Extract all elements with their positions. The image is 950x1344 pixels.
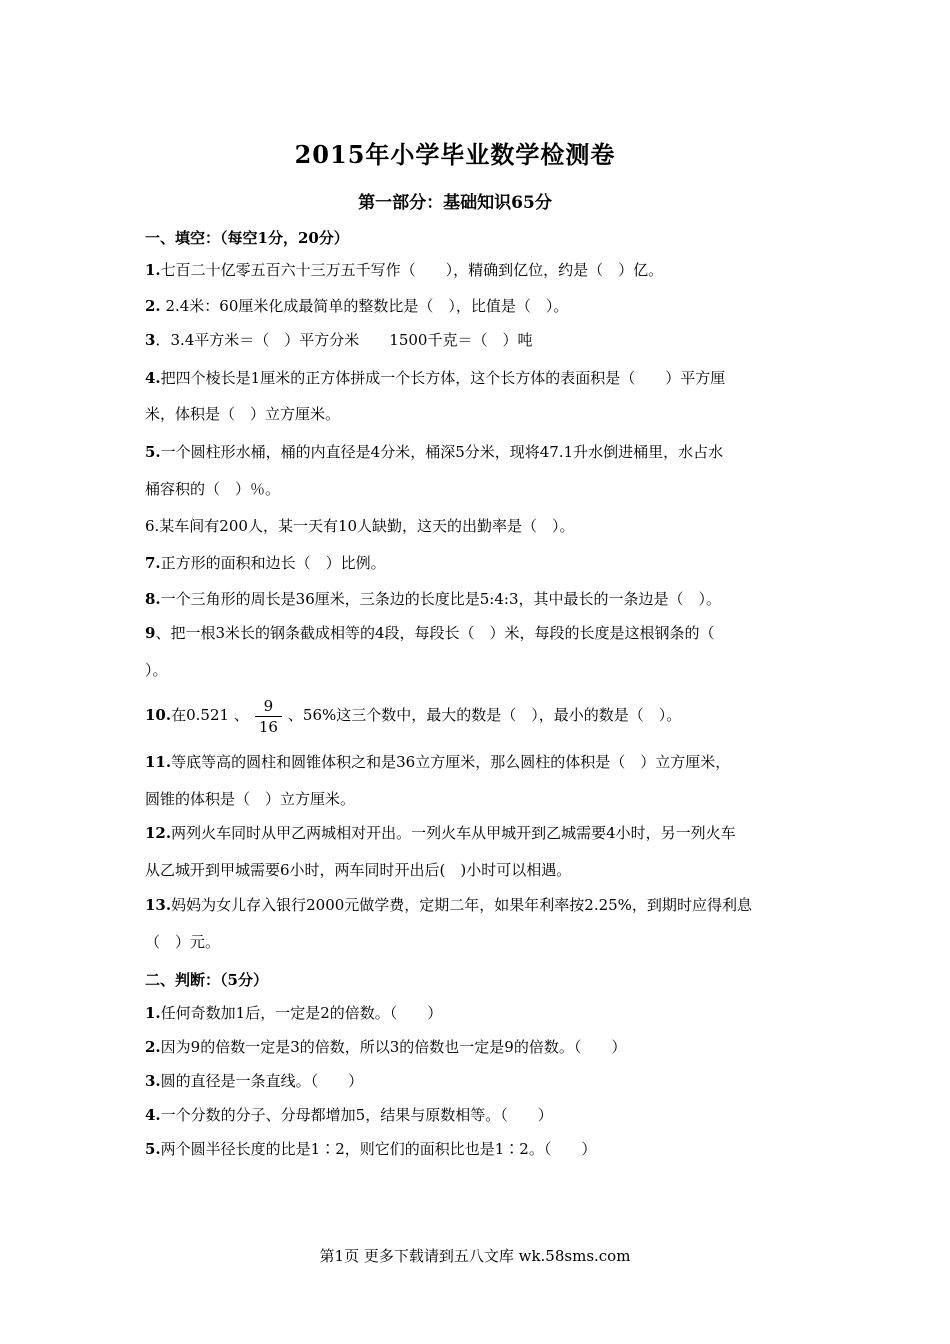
question-text: ）。 [145, 661, 168, 679]
question-number: 8. [145, 590, 161, 608]
question-12-line-2 [145, 860, 810, 880]
question-text: 从乙城开到甲城需要6小时，两车同时开出后( )小时可以相遇。 [145, 861, 572, 879]
page-title: 2015年小学毕业数学检测卷 [294, 140, 616, 169]
question-2 [145, 296, 810, 316]
section-fill-blank-heading: 一、填空：（每空1分，20分） [145, 229, 349, 247]
question-text: 、把一根3米长的钢条截成相等的4段，每段长（ ）米，每段的长度是这根钢条的（ [155, 624, 715, 642]
question-number: 12. [145, 824, 172, 842]
question-6 [145, 516, 810, 536]
question-number: 10. [145, 706, 172, 724]
question-number: 7. [145, 554, 161, 572]
question-number: 9 [145, 624, 156, 642]
question-text: 七百二十亿零五百六十三万五千写作（ ），精确到亿位，约是（ ）亿。 [160, 261, 664, 279]
question-text: 圆锥的体积是（ ）立方厘米。 [145, 790, 356, 808]
question-text: 等底等高的圆柱和圆锥体积之和是36立方厘米，那么圆柱的体积是（ ）立方厘米， [171, 753, 731, 771]
question-3 [145, 330, 810, 350]
question-text: 米，体积是（ ）立方厘米。 [145, 405, 341, 423]
question-text: （ ）元。 [145, 933, 221, 951]
question-text: 一个三角形的周长是36厘米，三条边的长度比是5:4:3，其中最长的一条边是（ ）。 [160, 590, 722, 608]
question-number: 5. [145, 443, 161, 461]
question-text: 两个圆半径长度的比是1∶2，则它们的面积比也是1∶2。（ ） [160, 1140, 597, 1158]
question-9-line-2 [145, 660, 810, 680]
section-judgment-heading: 二、判断：（5分） [145, 971, 268, 989]
part-heading: 第一部分：基础知识65分 [358, 193, 552, 213]
question-number: 4. [145, 369, 161, 387]
fraction [255, 697, 282, 736]
question-4-line-2 [145, 404, 810, 424]
question-text: 任何奇数加1后，一定是2的倍数。（ ） [160, 1004, 443, 1022]
question-text: ．3.4平方米＝（ ）平方分米 1500千克＝（ ）吨 [155, 331, 533, 349]
question-5-line-2 [145, 479, 810, 499]
question-text: 妈妈为女儿存入银行2000元做学费，定期二年，如果年利率按2.25%，到期时应得利息 [171, 896, 752, 914]
question-text: 圆的直径是一条直线。（ ） [160, 1072, 364, 1090]
question-text: 2.4米：60厘米化成最简单的整数比是（ ），比值是（ ）。 [160, 297, 569, 315]
question-text: 桶容积的（ ）％。 [145, 480, 281, 498]
question-10 [145, 693, 810, 737]
question-number: 11. [145, 753, 172, 771]
question-number: 5. [145, 1140, 161, 1158]
question-13-line-1 [145, 895, 810, 915]
page-footer: 第1页 更多下载请到五八文库 wk.58sms.com [319, 1247, 631, 1265]
judgment-5 [145, 1139, 810, 1159]
question-number: 1. [145, 1004, 161, 1022]
judgment-1 [145, 1003, 810, 1023]
fraction-denominator: 16 [258, 717, 278, 736]
question-text: 在0.521 、 [171, 706, 249, 724]
question-9-line-1 [145, 623, 810, 643]
judgment-4 [145, 1105, 810, 1125]
question-text: 6.某车间有200人，某一天有10人缺勤，这天的出勤率是（ ）。 [145, 517, 575, 535]
question-13-line-2 [145, 932, 810, 952]
question-number: 3 [145, 331, 156, 349]
question-text: 把四个棱长是1厘米的正方体拼成一个长方体，这个长方体的表面积是（ ）平方厘 [160, 369, 726, 387]
judgment-3 [145, 1071, 810, 1091]
question-number: 1. [145, 261, 161, 279]
question-number: 3. [145, 1072, 161, 1090]
question-number: 13. [145, 896, 172, 914]
fraction-bar [255, 716, 282, 717]
question-text: 一个圆柱形水桶，桶的内直径是4分米，桶深5分米，现将47.1升水倒进桶里，水占水 [160, 443, 724, 461]
question-number: 2. [145, 1038, 161, 1056]
question-text: 一个分数的分子、分母都增加5，结果与原数相等。（ ） [160, 1106, 553, 1124]
fraction-numerator: 9 [263, 696, 274, 715]
question-number: 4. [145, 1106, 161, 1124]
question-text: 、56%这三个数中，最大的数是（ ），最小的数是（ ）。 [287, 706, 682, 724]
judgment-2 [145, 1037, 810, 1057]
question-11-line-1 [145, 752, 810, 772]
question-5-line-1 [145, 442, 810, 462]
question-text: 因为9的倍数一定是3的倍数，所以3的倍数也一定是9的倍数。（ ） [160, 1038, 627, 1056]
question-1 [145, 260, 810, 280]
question-text: 两列火车同时从甲乙两城相对开出。一列火车从甲城开到乙城需要4小时，另一列火车 [171, 824, 736, 842]
question-8 [145, 589, 810, 609]
question-12-line-1 [145, 823, 810, 843]
question-7 [145, 553, 810, 573]
question-number: 2. [145, 297, 161, 315]
question-4-line-1 [145, 368, 810, 388]
question-text: 正方形的面积和边长（ ）比例。 [160, 554, 386, 572]
question-11-line-2 [145, 789, 810, 809]
